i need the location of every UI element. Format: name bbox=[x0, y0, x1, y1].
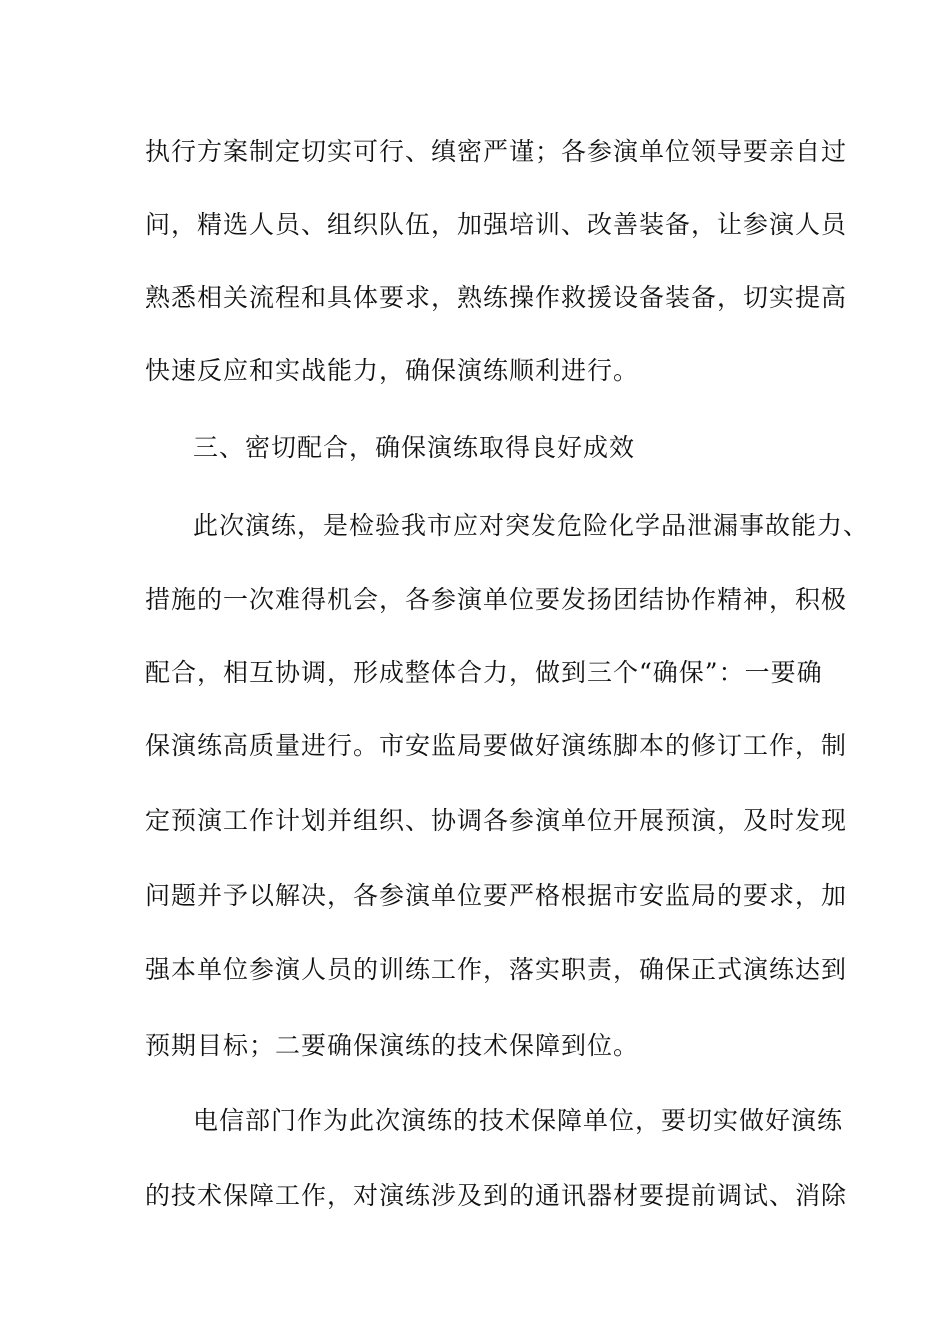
paragraph-line: 定预演工作计划并组织、协调各参演单位开展预演，及时发现 bbox=[145, 806, 848, 835]
paragraph-line: 熟悉相关流程和具体要求，熟练操作救援设备装备，切实提高 bbox=[145, 283, 848, 312]
paragraph-line: 强本单位参演人员的训练工作，落实职责，确保正式演练达到 bbox=[145, 955, 848, 984]
section-heading: 三、密切配合，确保演练取得良好成效 bbox=[193, 433, 636, 462]
paragraph-line: 此次演练，是检验我市应对突发危险化学品泄漏事故能力、 bbox=[193, 511, 870, 540]
paragraph-line: 配合，相互协调，形成整体合力，做到三个“确保”：一要确 bbox=[145, 658, 823, 687]
paragraph-line: 措施的一次难得机会，各参演单位要发扬团结协作精神，积极 bbox=[145, 585, 848, 614]
paragraph-line: 预期目标；二要确保演练的技术保障到位。 bbox=[145, 1031, 640, 1060]
paragraph-line: 问题并予以解决，各参演单位要严格根据市安监局的要求，加 bbox=[145, 881, 848, 910]
paragraph-line: 问，精选人员、组织队伍，加强培训、改善装备，让参演人员 bbox=[145, 210, 848, 239]
paragraph-line: 快速反应和实战能力，确保演练顺利进行。 bbox=[145, 356, 640, 385]
paragraph-line: 执行方案制定切实可行、缜密严谨；各参演单位领导要亲自过 bbox=[145, 137, 848, 166]
paragraph-line: 保演练高质量进行。市安监局要做好演练脚本的修订工作，制 bbox=[145, 731, 848, 760]
paragraph-line: 电信部门作为此次演练的技术保障单位，要切实做好演练 bbox=[193, 1106, 844, 1135]
paragraph-line: 的技术保障工作，对演练涉及到的通讯器材要提前调试、消除 bbox=[145, 1181, 848, 1210]
